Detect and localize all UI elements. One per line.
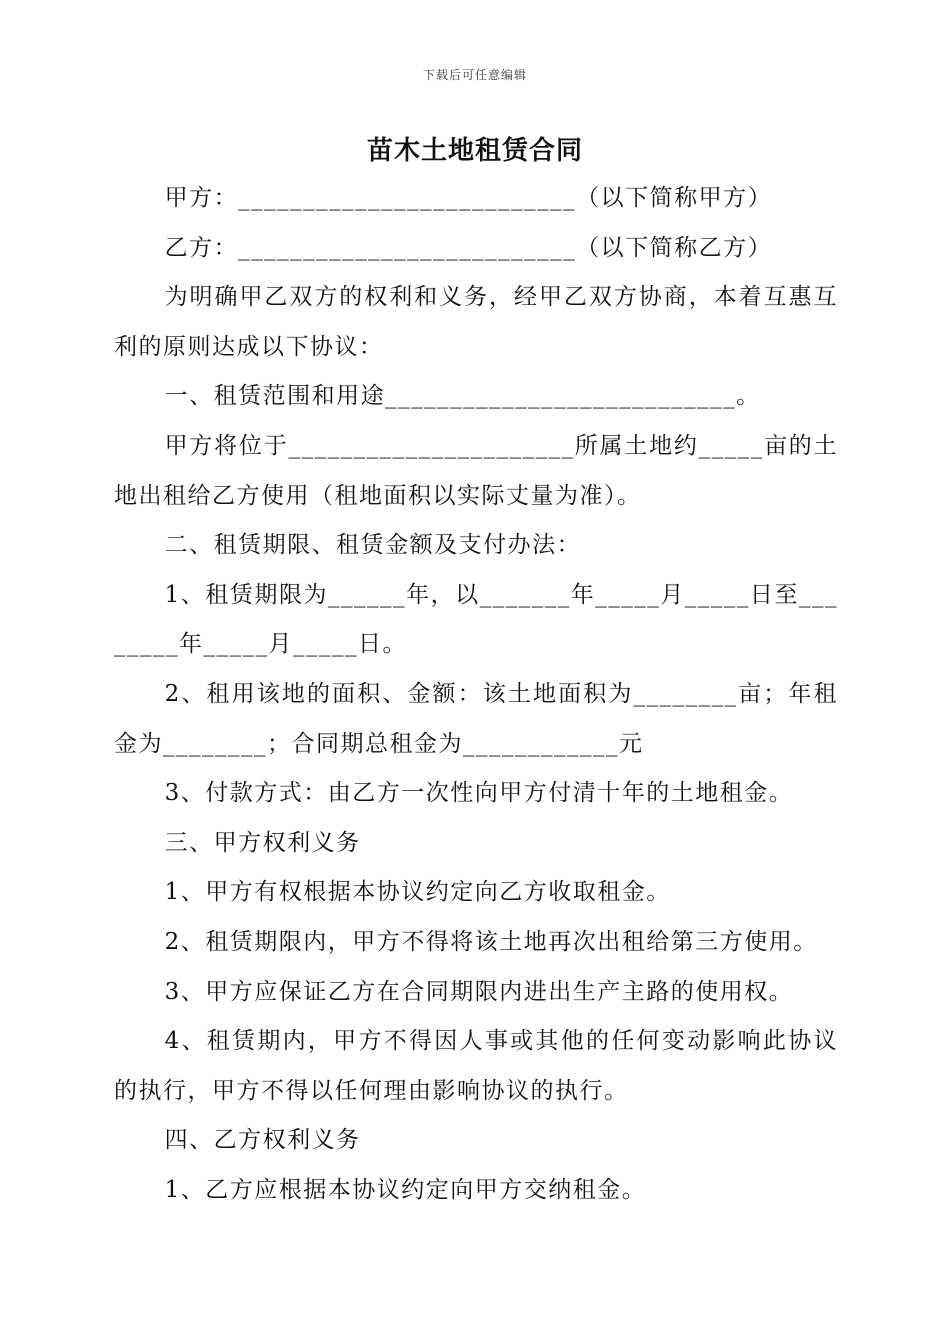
party-b-line: 乙方：__________________________（以下简称乙方）	[164, 234, 773, 261]
party-a-line: 甲方：__________________________（以下简称甲方）	[164, 185, 773, 211]
section-3-heading: 三、甲方权利义务	[164, 829, 361, 856]
land-location-paragraph: 甲方将位于______________________所属土地约_____亩的土地出租给乙方使用（租地面积以实际丈量为准）。	[114, 432, 838, 509]
lease-term-clause: 1、租赁期限为______年，以_______年_____月_____日至________年_____月_____日。	[114, 581, 838, 658]
party-a-clause-2: 2、租赁期限内，甲方不得将该土地再次出租给第三方使用。	[164, 928, 818, 955]
section-4-heading: 四、乙方权利义务	[164, 1127, 361, 1154]
area-amount-clause: 2、租用该地的面积、金额：该土地面积为________亩；年租金为________；合同期总租金为____________元	[114, 680, 838, 757]
section-1-heading: 一、租赁范围和用途___________________________。	[164, 383, 761, 410]
header-note: 下载后可任意编辑	[422, 68, 527, 82]
party-a-clause-1: 1、甲方有权根据本协议约定向乙方收取租金。	[164, 879, 671, 906]
document-body	[114, 174, 838, 1215]
party-a-clause-3: 3、甲方应保证乙方在合同期限内进出生产主路的使用权。	[164, 978, 794, 1005]
preamble-paragraph: 为明确甲乙双方的权利和义务，经甲乙双方协商，本着互惠互利的原则达成以下协议：	[114, 284, 838, 360]
party-a-clause-4: 4、租赁期内，甲方不得因人事或其他的任何变动影响此协议的执行，甲方不得以任何理由影响协议的执行。	[114, 1028, 838, 1104]
party-b-clause-1: 1、乙方应根据本协议约定向甲方交纳租金。	[164, 1176, 647, 1203]
payment-method-clause: 3、付款方式：由乙方一次性向甲方付清十年的土地租金。	[164, 780, 794, 807]
document-title: 苗木土地租赁合同	[366, 136, 583, 166]
section-2-heading: 二、租赁期限、租赁金额及支付办法：	[164, 532, 582, 559]
